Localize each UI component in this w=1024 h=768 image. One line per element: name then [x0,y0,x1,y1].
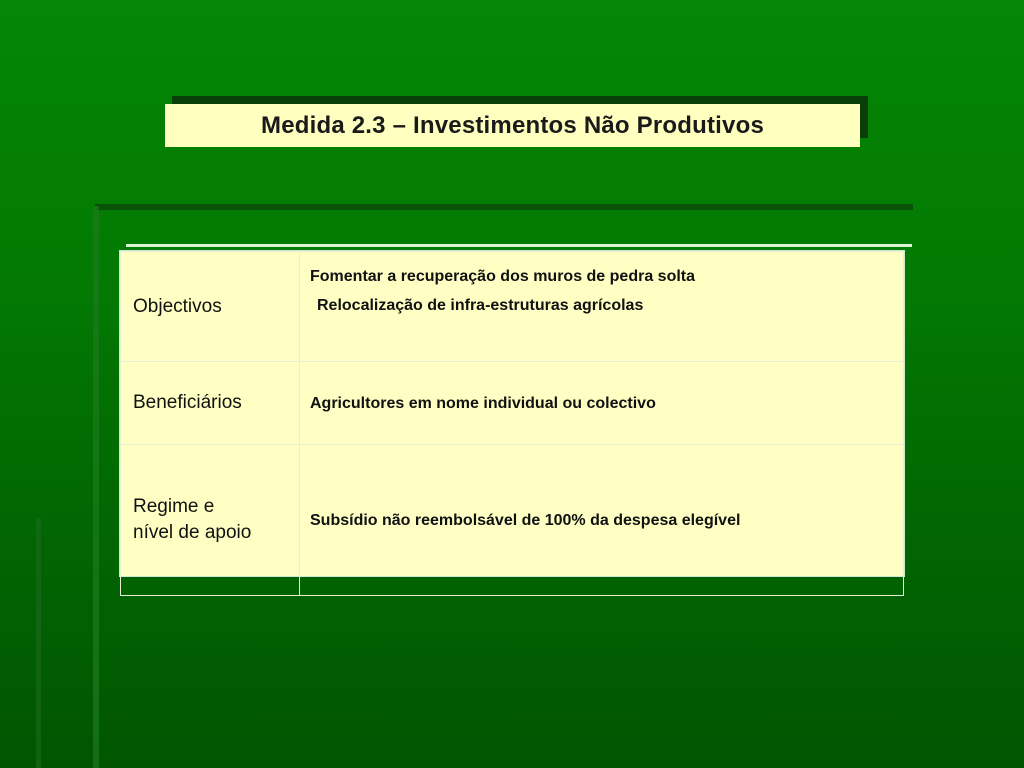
table-row [121,445,904,596]
regime-label-text: Regime e nível de apoio [133,496,252,543]
slide-title: Medida 2.3 – Investimentos Não Produtivos [261,111,764,139]
objective-line: Relocalização de infra-estruturas agrícolas [317,297,644,314]
row-value-regime [300,445,904,596]
decorative-band-left-2 [36,518,41,768]
slide-title-box [165,104,860,147]
row-value-objectivos [300,252,904,362]
regime-line: Subsídio não reembolsável de 100% da despesa elegível [310,511,741,529]
table-row [121,362,904,445]
decorative-band [95,204,913,210]
table-row [121,252,904,362]
decorative-band-left [93,206,99,768]
row-label-regime [121,445,300,596]
objective-line: Fomentar a recuperação dos muros de pedra solta [310,268,696,285]
measure-table [119,250,905,577]
row-value-beneficiarios [300,362,904,445]
beneficiary-line: Agricultores em nome individual ou colectivo [310,394,656,412]
table-top-rule [126,244,912,247]
row-label-objectivos: Objectivos [121,252,300,362]
row-label-beneficiarios: Beneficiários [121,362,300,445]
